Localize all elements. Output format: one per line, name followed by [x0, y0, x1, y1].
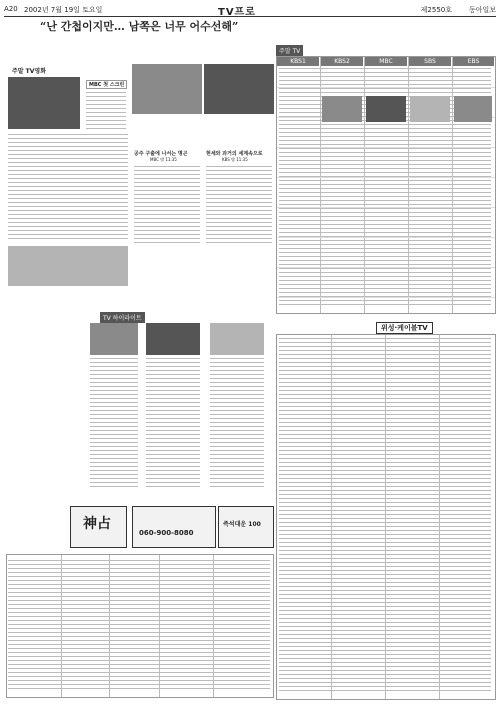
- header-rule: [4, 16, 496, 17]
- highlight-text-3: [210, 358, 264, 490]
- schedule-photo-4: [454, 96, 492, 122]
- feature-photo-1: [132, 64, 202, 114]
- schedule-photo-1: [322, 96, 362, 122]
- highlight-photo-2: [146, 323, 200, 355]
- movie-article-text: [8, 134, 128, 244]
- tab-mbc: MBC: [365, 57, 407, 66]
- feature-photo-2: [204, 64, 274, 114]
- movie-caption: [86, 92, 126, 132]
- ad-instant-text: 즉석대운 100: [223, 521, 261, 528]
- feature-2-channel: KBS 밤 11:35: [222, 157, 248, 162]
- ad-instant: [218, 506, 274, 548]
- highlight-text-2: [146, 358, 200, 490]
- cable-text: [279, 338, 491, 694]
- highlight-photo-3: [210, 323, 264, 355]
- ad-fortune-text: 神占: [83, 516, 111, 532]
- tab-sbs: SBS: [409, 57, 451, 66]
- program-grid-text: [8, 560, 270, 692]
- highlight-photo-1: [90, 323, 138, 355]
- feature-1-channel: MBC 밤 11:35: [150, 157, 177, 162]
- issue-date: 2002년 7월 19일 토요일: [24, 6, 103, 14]
- movie-still-images: [8, 246, 128, 286]
- ad-fortune: [70, 506, 127, 548]
- movie-section-title: 주말 TV영화: [12, 68, 47, 75]
- tab-ebs: EBS: [453, 57, 494, 66]
- ad-phone: [132, 506, 216, 548]
- page-number: A20: [4, 5, 18, 13]
- feature-2-title: 현세와 과거의 세계속으로: [206, 151, 263, 157]
- section-title: TV프로: [218, 7, 256, 18]
- movie-subtitle: MBC 첫 스크린: [86, 80, 127, 89]
- headline: “난 간첩이지만… 남쪽은 너무 어수선해”: [40, 20, 239, 33]
- schedule-label: 주말 TV: [276, 45, 303, 56]
- highlight-label: TV 하이라이트: [100, 312, 145, 323]
- feature-1-text: [134, 166, 200, 248]
- feature-2-text: [206, 166, 272, 248]
- cable-title: 위성·케이블TV: [376, 322, 433, 334]
- highlight-text-1: [90, 358, 138, 490]
- edition-number: 제2550호: [420, 6, 452, 14]
- schedule-photo-2: [366, 96, 406, 122]
- tab-kbs1: KBS1: [277, 57, 319, 66]
- movie-photo-couple: [8, 77, 80, 129]
- paper-name: 동아일보: [468, 6, 496, 14]
- ad-phone-number: 060-900-8080: [139, 529, 194, 537]
- tab-kbs2: KBS2: [321, 57, 363, 66]
- schedule-photo-3: [410, 96, 450, 122]
- feature-1-title: 공주 구출에 나서는 명곤: [134, 151, 188, 157]
- page-header: [4, 4, 496, 16]
